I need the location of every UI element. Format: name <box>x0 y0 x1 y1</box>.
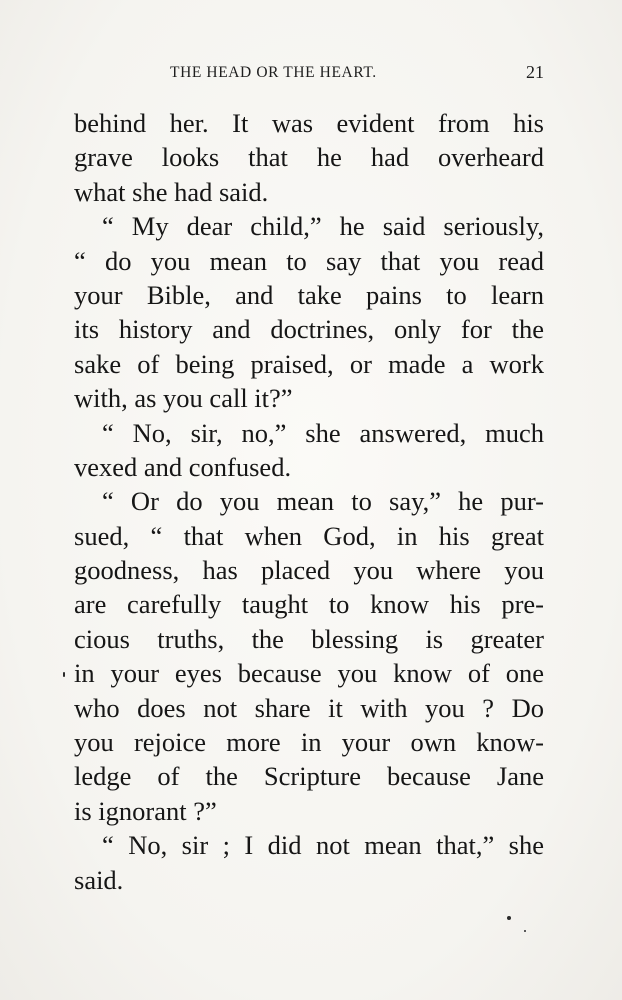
text-line: vexed and confused. <box>74 451 292 482</box>
text-line: cious truths, the blessing is greater <box>74 623 544 654</box>
text-line: “ My dear child,” he said seriously, <box>102 211 544 242</box>
ink-speck <box>524 930 526 932</box>
text-line: grave looks that he had overheard <box>74 142 544 173</box>
text-line: “ do you mean to say that you read <box>74 245 544 276</box>
text-line: “ Or do you mean to say,” he pur- <box>102 486 544 517</box>
ink-speck <box>507 916 511 920</box>
text-line: with, as you call it?” <box>74 383 293 414</box>
page-number: 21 <box>526 62 544 82</box>
text-line: “ No, sir, no,” she answered, much <box>102 417 544 448</box>
text-line: “ No, sir ; I did not mean that,” she <box>102 830 544 861</box>
text-line: ledge of the Scripture because Jane <box>74 761 544 792</box>
running-head <box>170 62 544 86</box>
text-line: are carefully taught to know his pre- <box>74 589 544 620</box>
text-line: is ignorant ?” <box>74 795 217 826</box>
text-line: in your eyes because you know of one <box>74 658 544 689</box>
text-line: its history and doctrines, only for the <box>74 314 544 345</box>
text-line: said. <box>74 864 124 895</box>
body-text <box>74 106 544 897</box>
text-line: sued, “ that when God, in his great <box>74 520 544 551</box>
text-line: what she had said. <box>74 176 269 207</box>
ink-speck <box>63 672 65 677</box>
text-line: you rejoice more in your own know- <box>74 727 544 758</box>
text-line: behind her. It was evident from his <box>74 108 544 138</box>
text-line: your Bible, and take pains to learn <box>74 279 544 310</box>
running-head-title: THE HEAD OR THE HEART. <box>170 64 377 81</box>
text-line: sake of being praised, or made a work <box>74 348 544 379</box>
text-line: who does not share it with you ? Do <box>74 692 544 723</box>
text-line: goodness, has placed you where you <box>74 555 544 586</box>
